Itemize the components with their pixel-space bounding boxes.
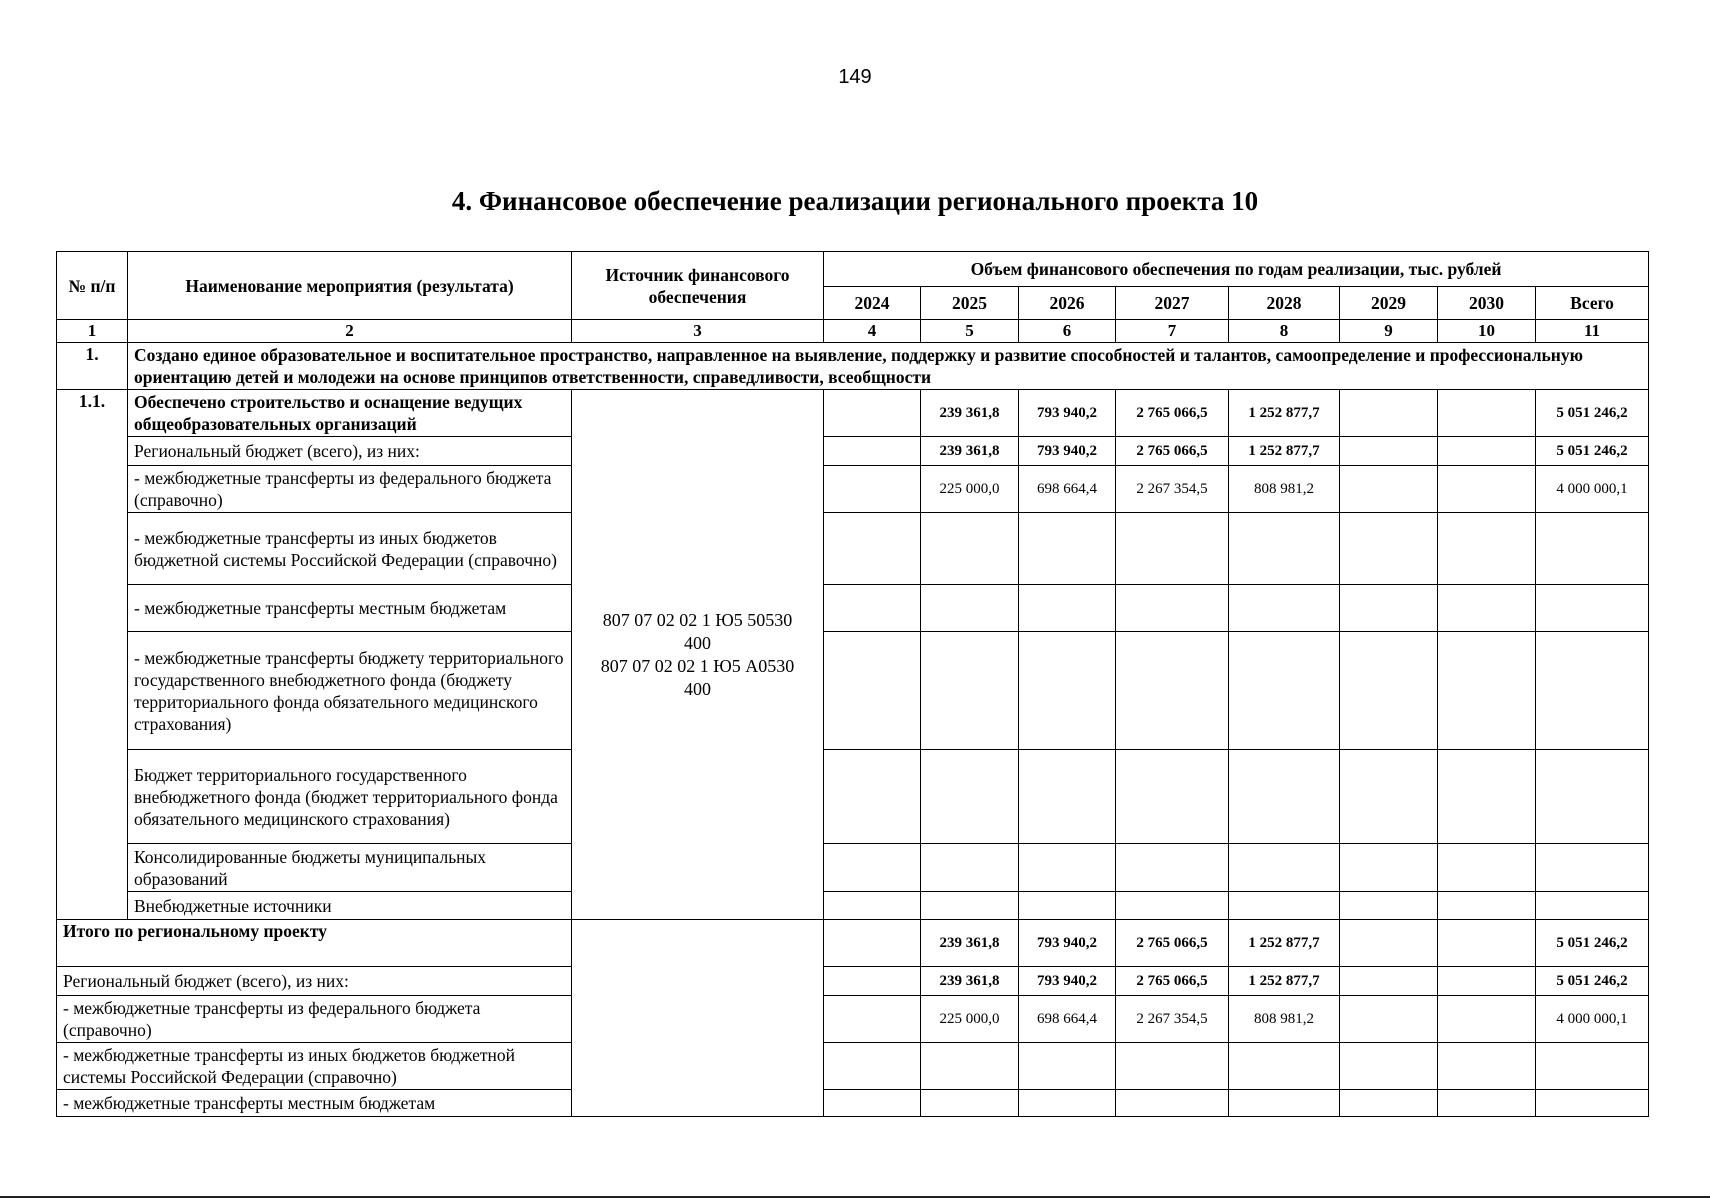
cell-value: 5 051 246,2	[1536, 390, 1649, 437]
row-name: Обеспечено строительство и оснащение ведущих общеобразовательных организаций	[128, 390, 572, 437]
row-name: - межбюджетные трансферты из федерального бюджета (справочно)	[128, 466, 572, 513]
page-number: 149	[838, 66, 872, 88]
row-name: - межбюджетные трансферты из иных бюджетов бюджетной системы Российской Федерации (справочно)	[128, 513, 572, 585]
cell-value	[1340, 892, 1438, 920]
header-year: 2029	[1340, 287, 1438, 320]
column-number: 8	[1229, 320, 1340, 343]
cell-value	[1340, 844, 1438, 892]
cell-value	[824, 390, 921, 437]
cell-value	[824, 920, 921, 967]
cell-value: 793 940,2	[1019, 920, 1116, 967]
table-row	[57, 892, 1649, 920]
cell-value: 2 765 066,5	[1116, 920, 1229, 967]
cell-value	[1229, 892, 1340, 920]
total-label: Итого по региональному проекту	[57, 920, 572, 967]
cell-value	[1116, 513, 1229, 585]
cell-value: 808 981,2	[1229, 466, 1340, 513]
cell-value: 1 252 877,7	[1229, 967, 1340, 996]
column-number: 5	[921, 320, 1019, 343]
row-name: - межбюджетные трансферты из федерального бюджета (справочно)	[57, 996, 572, 1043]
cell-value	[824, 996, 921, 1043]
header-total: Всего	[1536, 287, 1649, 320]
cell-value: 808 981,2	[1229, 996, 1340, 1043]
cell-value	[1229, 585, 1340, 632]
cell-value	[921, 632, 1019, 750]
cell-value	[824, 750, 921, 844]
cell-value: 2 765 066,5	[1116, 967, 1229, 996]
cell-value	[1438, 1043, 1536, 1090]
cell-value	[1229, 750, 1340, 844]
cell-value	[1438, 632, 1536, 750]
cell-value	[921, 1090, 1019, 1117]
cell-value	[1019, 1043, 1116, 1090]
column-number: 1	[57, 320, 128, 343]
column-number: 4	[824, 320, 921, 343]
cell-value	[1229, 1090, 1340, 1117]
row-name: Бюджет территориального государственного внебюджетного фонда (бюджет территориального фонда обязательного медицинского страхования)	[128, 750, 572, 844]
cell-value	[1536, 585, 1649, 632]
table-row	[57, 632, 1649, 750]
cell-value	[1019, 585, 1116, 632]
cell-value	[1019, 632, 1116, 750]
cell-value	[824, 1043, 921, 1090]
cell-value: 5 051 246,2	[1536, 437, 1649, 466]
table-row	[57, 466, 1649, 513]
cell-value: 239 361,8	[921, 390, 1019, 437]
source-code: 400	[684, 632, 711, 653]
cell-value: 5 051 246,2	[1536, 967, 1649, 996]
cell-value	[921, 513, 1019, 585]
header-year: 2026	[1019, 287, 1116, 320]
row-name: Внебюджетные источники	[128, 892, 572, 920]
cell-value	[1229, 513, 1340, 585]
header-num: № п/п	[57, 252, 128, 320]
cell-value: 2 765 066,5	[1116, 437, 1229, 466]
cell-value	[1340, 967, 1438, 996]
cell-value: 698 664,4	[1019, 996, 1116, 1043]
total-source-cell	[572, 920, 824, 1117]
cell-value	[824, 585, 921, 632]
cell-value	[1438, 892, 1536, 920]
header-year: 2027	[1116, 287, 1229, 320]
cell-value: 793 940,2	[1019, 437, 1116, 466]
cell-value	[1229, 1043, 1340, 1090]
cell-value	[824, 632, 921, 750]
cell-value	[1019, 513, 1116, 585]
cell-value	[1536, 892, 1649, 920]
cell-value: 793 940,2	[1019, 390, 1116, 437]
cell-value	[824, 1090, 921, 1117]
cell-value	[1438, 1090, 1536, 1117]
cell-value	[1116, 750, 1229, 844]
row-name: Консолидированные бюджеты муниципальных образований	[128, 844, 572, 892]
cell-value	[1229, 632, 1340, 750]
table-row	[57, 585, 1649, 632]
cell-value	[1116, 1043, 1229, 1090]
cell-value	[1438, 585, 1536, 632]
row-name: - межбюджетные трансферты местным бюджетам	[57, 1090, 572, 1117]
cell-value	[1340, 920, 1438, 967]
cell-value	[1340, 585, 1438, 632]
goal-num: 1.	[57, 343, 128, 390]
goal-row	[57, 343, 1649, 390]
header-volume: Объем финансового обеспечения по годам реализации, тыс. рублей	[824, 252, 1649, 287]
cell-value	[1536, 1090, 1649, 1117]
header-name: Наименование мероприятия (результата)	[128, 252, 572, 320]
header-year: 2028	[1229, 287, 1340, 320]
row-name: - межбюджетные трансферты местным бюджетам	[128, 585, 572, 632]
column-number: 7	[1116, 320, 1229, 343]
cell-value: 2 765 066,5	[1116, 390, 1229, 437]
cell-value	[1116, 844, 1229, 892]
column-number: 10	[1438, 320, 1536, 343]
funding-source-codes	[572, 390, 824, 920]
table-row	[57, 996, 1649, 1043]
cell-value	[1340, 513, 1438, 585]
row-name: Региональный бюджет (всего), из них:	[57, 967, 572, 996]
cell-value	[1340, 466, 1438, 513]
table-row	[57, 920, 1649, 967]
row-name: - межбюджетные трансферты из иных бюджетов бюджетной системы Российской Федерации (справочно)	[57, 1043, 572, 1090]
cell-value	[921, 585, 1019, 632]
activity-num: 1.1.	[57, 390, 128, 920]
header-year: 2025	[921, 287, 1019, 320]
cell-value	[921, 750, 1019, 844]
cell-value	[1019, 750, 1116, 844]
cell-value	[1019, 892, 1116, 920]
cell-value	[824, 466, 921, 513]
cell-value	[921, 892, 1019, 920]
cell-value: 239 361,8	[921, 967, 1019, 996]
cell-value	[1438, 967, 1536, 996]
cell-value: 1 252 877,7	[1229, 437, 1340, 466]
financing-table	[56, 251, 1649, 1117]
cell-value: 2 267 354,5	[1116, 996, 1229, 1043]
table-row	[57, 437, 1649, 466]
cell-value	[921, 1043, 1019, 1090]
cell-value	[1116, 1090, 1229, 1117]
cell-value	[1340, 996, 1438, 1043]
cell-value	[1438, 750, 1536, 844]
cell-value	[1438, 920, 1536, 967]
column-number: 3	[572, 320, 824, 343]
cell-value	[824, 513, 921, 585]
column-number: 2	[128, 320, 572, 343]
cell-value	[1116, 632, 1229, 750]
cell-value	[824, 967, 921, 996]
cell-value	[1019, 1090, 1116, 1117]
scan-edge-line	[0, 1196, 1710, 1198]
cell-value	[1438, 390, 1536, 437]
cell-value: 698 664,4	[1019, 466, 1116, 513]
source-code: 400	[684, 678, 711, 699]
header-year: 2030	[1438, 287, 1536, 320]
cell-value	[1340, 1043, 1438, 1090]
table-row	[57, 844, 1649, 892]
cell-value	[1229, 844, 1340, 892]
cell-value	[1340, 632, 1438, 750]
cell-value: 4 000 000,1	[1536, 466, 1649, 513]
table-row	[57, 750, 1649, 844]
cell-value	[1438, 844, 1536, 892]
cell-value: 4 000 000,1	[1536, 996, 1649, 1043]
cell-value	[1116, 892, 1229, 920]
cell-value	[824, 844, 921, 892]
cell-value	[921, 844, 1019, 892]
cell-value	[1438, 996, 1536, 1043]
table-row	[57, 513, 1649, 585]
cell-value	[1438, 437, 1536, 466]
cell-value	[1340, 750, 1438, 844]
table-row	[57, 1043, 1649, 1090]
cell-value	[824, 437, 921, 466]
goal-text: Создано единое образовательное и воспитательное пространство, направленное на выявление, поддержку и развитие способностей и талантов, самоопределение и профессиональную ориентацию детей и молодежи на основе принципов ответственности, справедливости, всеобщности	[128, 343, 1649, 390]
row-name: Региональный бюджет (всего), из них:	[128, 437, 572, 466]
table-row	[57, 1090, 1649, 1117]
cell-value	[824, 892, 921, 920]
cell-value: 793 940,2	[1019, 967, 1116, 996]
row-name: - межбюджетные трансферты бюджету территориального государственного внебюджетного фонда (бюджету территориального фонда обязательного медицинского страхования)	[128, 632, 572, 750]
cell-value	[1438, 466, 1536, 513]
cell-value	[1536, 632, 1649, 750]
cell-value	[1438, 513, 1536, 585]
cell-value: 225 000,0	[921, 466, 1019, 513]
cell-value: 1 252 877,7	[1229, 920, 1340, 967]
table-row	[57, 967, 1649, 996]
source-code: 807 07 02 02 1 Ю5 50530	[602, 609, 793, 630]
cell-value: 2 267 354,5	[1116, 466, 1229, 513]
cell-value: 239 361,8	[921, 920, 1019, 967]
cell-value	[1536, 513, 1649, 585]
cell-value	[1340, 390, 1438, 437]
header-year: 2024	[824, 287, 921, 320]
column-number: 11	[1536, 320, 1649, 343]
cell-value	[1340, 1090, 1438, 1117]
cell-value	[1536, 750, 1649, 844]
cell-value: 5 051 246,2	[1536, 920, 1649, 967]
source-code: 807 07 02 02 1 Ю5 А0530	[600, 655, 795, 676]
cell-value	[1340, 437, 1438, 466]
cell-value: 239 361,8	[921, 437, 1019, 466]
column-number: 6	[1019, 320, 1116, 343]
table-row	[57, 390, 1649, 437]
header-source: Источник финансового обеспечения	[572, 252, 824, 320]
cell-value	[1019, 844, 1116, 892]
cell-value: 1 252 877,7	[1229, 390, 1340, 437]
page-title: 4. Финансовое обеспечение реализации регионального проекта 10	[451, 186, 1259, 216]
cell-value: 225 000,0	[921, 996, 1019, 1043]
cell-value	[1116, 585, 1229, 632]
column-number: 9	[1340, 320, 1438, 343]
cell-value	[1536, 844, 1649, 892]
cell-value	[1536, 1043, 1649, 1090]
